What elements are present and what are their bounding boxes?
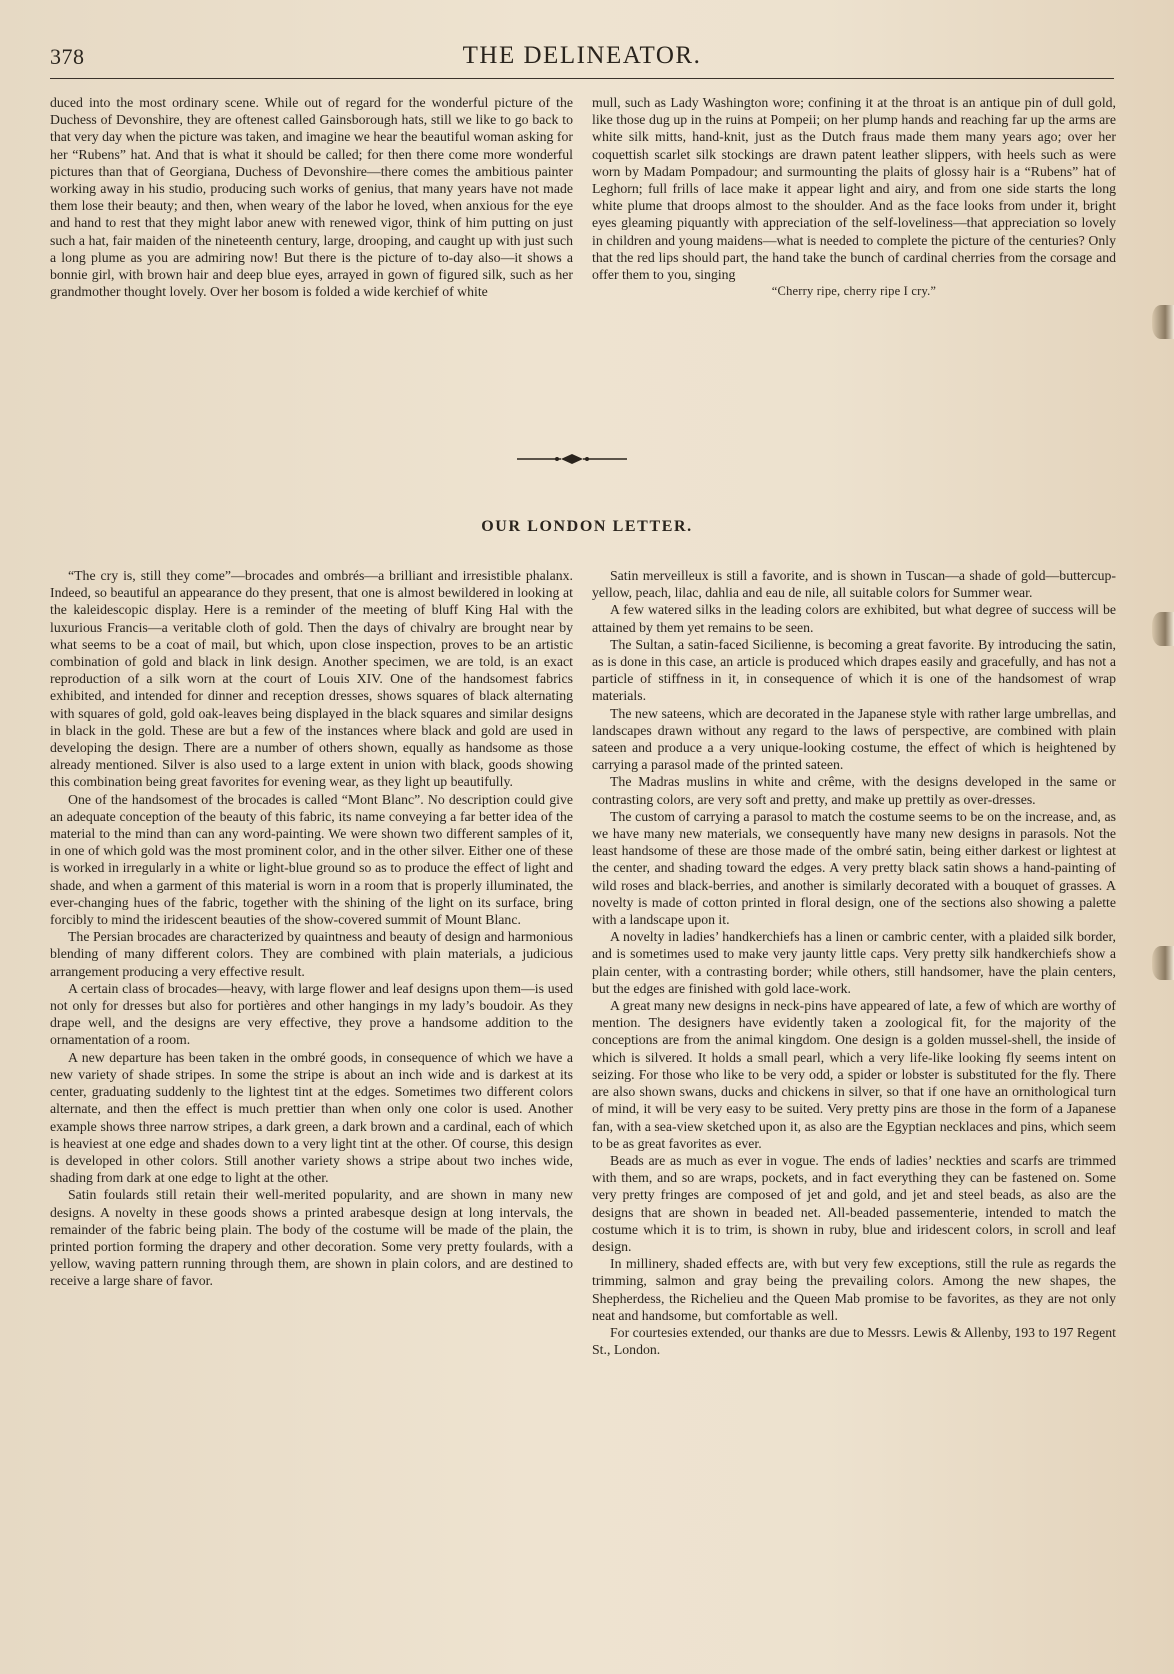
song-quote: “Cherry ripe, cherry ripe I cry.”	[771, 284, 937, 299]
paragraph: A certain class of brocades—heavy, with large flower and leaf designs upon them—is used not only for dresses but also for portières and other hangings in my lady’s boudoir. As they drape well, and the designs are very effective, they prove a handsome addition to the ornamentation of a room.	[50, 980, 573, 1048]
paragraph: A new departure has been taken in the ombré goods, in consequence of which we have a new variety of shade stripes. In some the stripe is about an inch wide and is darkest at its center, graduating suddenly to the lightest tint at the edges. Sometimes two different colors alternate, and then the effect is much prettier than when only one color is used. Another example shows three narrow stripes, a dark green, a dark brown and a cardinal, each of which is heaviest at one edge and shades down to a very light tint at the other. Of course, this design is developed in other colors. Still another variety shows a stripe about two inches wide, shading from dark at one edge to light at the other.	[50, 1049, 573, 1186]
paragraph: duced into the most ordinary scene. While out of regard for the wonderful picture of the Duchess of Devonshire, they are oftenest called Gainsborough hats, still we like to go back to that very day when the picture was taken, and imagine we hear the beautiful woman asking for her “Rubens” hat. And that is what it should be called; for then there come more wonderful pictures than that of Georgiana, Duchess of Devonshire—there comes the ambitious painter working away in his studio, producing such works of genius, that many years have not made them lose their beauty; and then, when weary of the labor he loved, when anxious for the eye and hand to rest that they might labor anew with renewed vigor, think of him putting on just such a hat, fair maiden of the nineteenth century, large, drooping, and caught up with just such a long plume as you are admiring now! But there is the picture of to-day also—it shows a bonnie girl, with brown hair and deep blue eyes, arrayed in gown of figured silk, such as her grandmother thought lovely. Over her bosom is folded a wide kerchief of white	[50, 95, 573, 300]
binding-tab	[1152, 305, 1174, 339]
page-number: 378	[50, 44, 85, 69]
paragraph: Satin merveilleux is still a favorite, and is shown in Tuscan—a shade of gold—buttercup-yellow, peach, lilac, dahlia and eau de nile, all suitable colors for Summer wear.	[592, 568, 1116, 601]
top-article-right-column	[592, 94, 1116, 300]
paragraph: The new sateens, which are decorated in the Japanese style with rather large umbrellas, and landscapes drawn without any regard to the laws of perspective, are combined with plain sateen and produce a a very unique-looking costume, the effect of which is heightened by carrying a parasol made of the printed sateen.	[592, 705, 1116, 773]
paragraph: A few watered silks in the leading colors are exhibited, but what degree of success will be attained by them yet remains to be seen.	[592, 602, 1116, 635]
london-letter-left-column	[50, 567, 573, 1290]
paragraph: One of the handsomest of the brocades is called “Mont Blanc”. No description could give an adequate conception of the beauty of this fabric, its name conveying a far better idea of the material to the mind than can any word-painting. We were shown two different samples of it, in one of which gold was the most prominent color, and in the other silver. Either one of these is worked in irregularly in a white or light-blue ground so as to produce the effect of light and shade, and when a garment of this material is worn in a room that is properly illuminated, the ever-changing hues of the fabric, together with the shining of the light on its surface, bring forcibly to mind the iridescent beauties of the show-covered summit of Mount Blanc.	[50, 791, 573, 928]
binding-tab	[1152, 612, 1174, 646]
london-letter-right-column	[592, 567, 1116, 1358]
paragraph: A great many new designs in neck-pins have appeared of late, a few of which are worthy of mention. The designers have evidently taken a zoological fit, for the majority of the conceptions are from the animal kingdom. One design is a golden mussel-shell, the inside of which is silvered. It holds a small pearl, which a very life-like looking fly seems intent on seizing. For those who like to be very odd, a spider or lobster is substituted for the fly. There are also shown swans, ducks and chickens in silver, so that if one have an ornithological turn of mind, it will be very easy to be suited. Very pretty pins are those in the form of a Japanese fan, with a sea-view sketched upon it, as also are the Egyptian necklaces and pins, which seem to be as great favorites as ever.	[592, 998, 1116, 1151]
paragraph: The Persian brocades are characterized by quaintness and beauty of design and harmonious blending of many different colors. They are combined with plain materials, a judicious arrangement producing a very effective result.	[50, 929, 573, 979]
paragraph: mull, such as Lady Washington wore; confining it at the throat is an antique pin of dull gold, like those dug up in the ruins at Pompeii; on her plump hands and reaching far up the arms are white silk mitts, hand-knit, just as the Dutch fraus made them many years ago; over her coquettish scarlet silk stockings are drawn patent leather slippers, with heels such as were worn by Madam Pompadour; and surmounting the plaits of glossy hair is a “Rubens” hat of Leghorn; full frills of lace make it appear light and airy, and from one side starts the long white plume that droops almost to the shoulder. And as the face looks from under it, bright eyes gleaming piquantly with appreciation of the self-loveliness—that appreciation so lovely in children and young maidens—what is needed to complete the picture of the centuries? Only that the red lips should part, the hand take the bunch of cardinal cherries from the corsage and offer them to you, singing	[592, 95, 1116, 283]
binding-tab	[1152, 946, 1174, 980]
paragraph: The Sultan, a satin-faced Sicilienne, is becoming a great favorite. By introducing the satin, as is done in this case, an article is produced which drapes easily and gracefully, and has not a particle of stiffness in it, in consequence of which it is one of the handsomest of wrap materials.	[592, 636, 1116, 704]
top-article-left-column	[50, 94, 573, 300]
paragraph: Beads are as much as ever in vogue. The ends of ladies’ neckties and scarfs are trimmed with them, and so are wraps, pockets, and in fact everything they can be fastened on. Some very pretty fringes are composed of jet and gold, and jet and steel beads, as also are the designs that are shown in beaded net. All-beaded passementerie, intended to match the costume which it is to trim, is shown in ruby, blue and iridescent colors, in scroll and leaf design.	[592, 1152, 1116, 1254]
paragraph: The Madras muslins in white and crême, with the designs developed in the same or contrasting colors, are very soft and pretty, and make up prettily as over-dresses.	[592, 774, 1116, 807]
paragraph: In millinery, shaded effects are, with but very few exceptions, still the rule as regards the trimming, salmon and gray being the prevailing colors. Among the new shapes, the Shepherdess, the Richelieu and the Queen Mab promise to be favorites, as they are not only neat and handsome, but comfortable as well.	[592, 1256, 1116, 1323]
ornament-divider	[517, 452, 627, 466]
section-title: OUR LONDON LETTER.	[481, 518, 693, 535]
running-title: THE DELINEATOR.	[462, 42, 702, 69]
page-header	[50, 42, 1114, 79]
paragraph: Satin foulards still retain their well-merited popularity, and are shown in many new designs. A novelty in these goods shows a printed arabesque design at long intervals, the remainder of the fabric being plain. The body of the costume will be made of the plain, the printed portion forming the drapery and other decoration. Some very pretty foulards, with a yellow, waving pattern running through them, are shown in plain colors, and are destined to receive a large share of favor.	[50, 1187, 573, 1289]
paragraph: The custom of carrying a parasol to match the costume seems to be on the increase, and, as we have many new materials, we consequently have many new designs in parasols. Not the least handsome of these are those made of the ombré satin, being either darkest or lightest at the center, and shading toward the edges. A very pretty black satin shows a hand-painting of wild roses and black-berries, and another is similarly decorated with a bouquet of grasses. A novelty is made of cotton printed in floral design, one of the sections also showing a palette with a landscape upon it.	[592, 808, 1116, 928]
paragraph: For courtesies extended, our thanks are due to Messrs. Lewis & Allenby, 193 to 197 Regent St., London.	[592, 1324, 1116, 1358]
paragraph: A novelty in ladies’ handkerchiefs has a linen or cambric center, with a plaided silk border, and is sometimes used to make very jaunty little caps. Very pretty silk handkerchiefs show a plain center, with a contrasting border; while others, still handsomer, have the plain centers, but the edges are finished with gold lace-work.	[592, 929, 1116, 996]
paragraph: “The cry is, still they come”—brocades and ombrés—a brilliant and irresistible phalanx. Indeed, so beautiful an appearance do they present, that one is almost bewildered in looking at the kaleidescopic display. Here is a reminder of the meeting of bluff King Hal with the luxurious Francis—a veritable cloth of gold. Then the days of chivalry are brought near by what seems to be a coat of mail, but which, upon close inspection, proves to be an artistic combination of gold and black in link design. Another specimen, we are told, is an exact reproduction of a silk worn at the court of Louis XIV. One of the handsomest fabrics exhibited, and intended for dinner and reception dresses, shows squares of black alternating with squares of gold, gold oak-leaves being displayed in the black squares and similar designs in black in the gold. These are but a few of the instances where black and gold are used in developing the design. There are a number of others shown, equally as handsome as those already mentioned. Silver is also used to a large extent in union with black, goods showing this combination being great favorites for evening wear, as they light up beautifully.	[50, 568, 573, 790]
